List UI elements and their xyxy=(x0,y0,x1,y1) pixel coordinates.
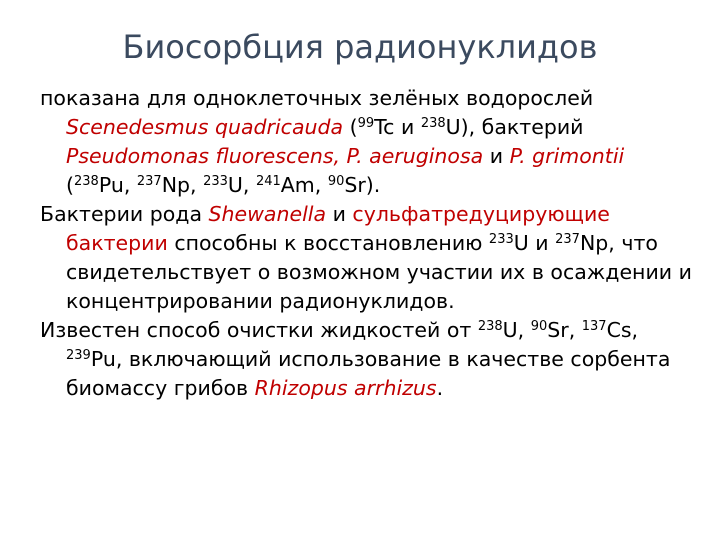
text: Sr, xyxy=(547,318,582,342)
text: Np, xyxy=(161,173,204,197)
text: Cs, xyxy=(606,318,639,342)
highlighted-term: сульфатредуцирующие бактерии xyxy=(66,202,610,255)
text: Am, xyxy=(280,173,328,197)
text: Pu, xyxy=(98,173,137,197)
isotope-mass: 137 xyxy=(581,319,607,334)
text: U и xyxy=(513,231,556,255)
text: и xyxy=(326,202,353,226)
isotope-mass: 238 xyxy=(477,319,503,334)
text: Tc и xyxy=(374,115,421,139)
slide-body xyxy=(40,84,695,403)
species-name: Scenedesmus quadricauda xyxy=(66,115,344,139)
text: Sr). xyxy=(344,173,381,197)
isotope-mass: 237 xyxy=(136,174,162,189)
isotope-mass: 99 xyxy=(357,116,375,131)
text: Np, что свидетельствует о возможном участии их в осаждении и концентрировании радионуклидов. xyxy=(66,231,692,313)
text: U, xyxy=(502,318,531,342)
species-name: Pseudomonas fluorescens, P. aeruginosa xyxy=(66,144,484,168)
isotope-mass: 238 xyxy=(74,174,99,189)
text: ( xyxy=(66,173,74,197)
species-name: P. grimontii xyxy=(509,144,625,168)
isotope-mass: 239 xyxy=(66,348,91,363)
text: способны к восстановлению xyxy=(167,231,489,255)
text: и xyxy=(483,144,510,168)
text: U, xyxy=(227,173,256,197)
text: ( xyxy=(343,115,358,139)
text: Pu, включающий использование в качестве сорбента биомассу грибов xyxy=(66,347,671,400)
text: U), бактерий xyxy=(445,115,584,139)
genus-name: Shewanella xyxy=(208,202,327,226)
text: Бактерии рода xyxy=(40,202,209,226)
isotope-mass: 238 xyxy=(420,116,446,131)
text: показана для одноклеточных зелёных водорослей xyxy=(40,86,594,110)
paragraph-biosorption xyxy=(40,84,695,200)
isotope-mass: 233 xyxy=(488,232,514,247)
paragraph-purification xyxy=(40,316,695,403)
isotope-mass: 233 xyxy=(203,174,228,189)
isotope-mass: 90 xyxy=(530,319,548,334)
isotope-mass: 90 xyxy=(327,174,345,189)
species-name: Rhizopus arrhizus xyxy=(254,376,437,400)
isotope-mass: 241 xyxy=(255,174,281,189)
slide-title: Биосорбция радионуклидов xyxy=(122,28,598,66)
text: Известен способ очистки жидкостей от xyxy=(40,318,478,342)
isotope-mass: 237 xyxy=(555,232,580,247)
text: . xyxy=(436,376,444,400)
paragraph-bacteria xyxy=(40,200,695,316)
